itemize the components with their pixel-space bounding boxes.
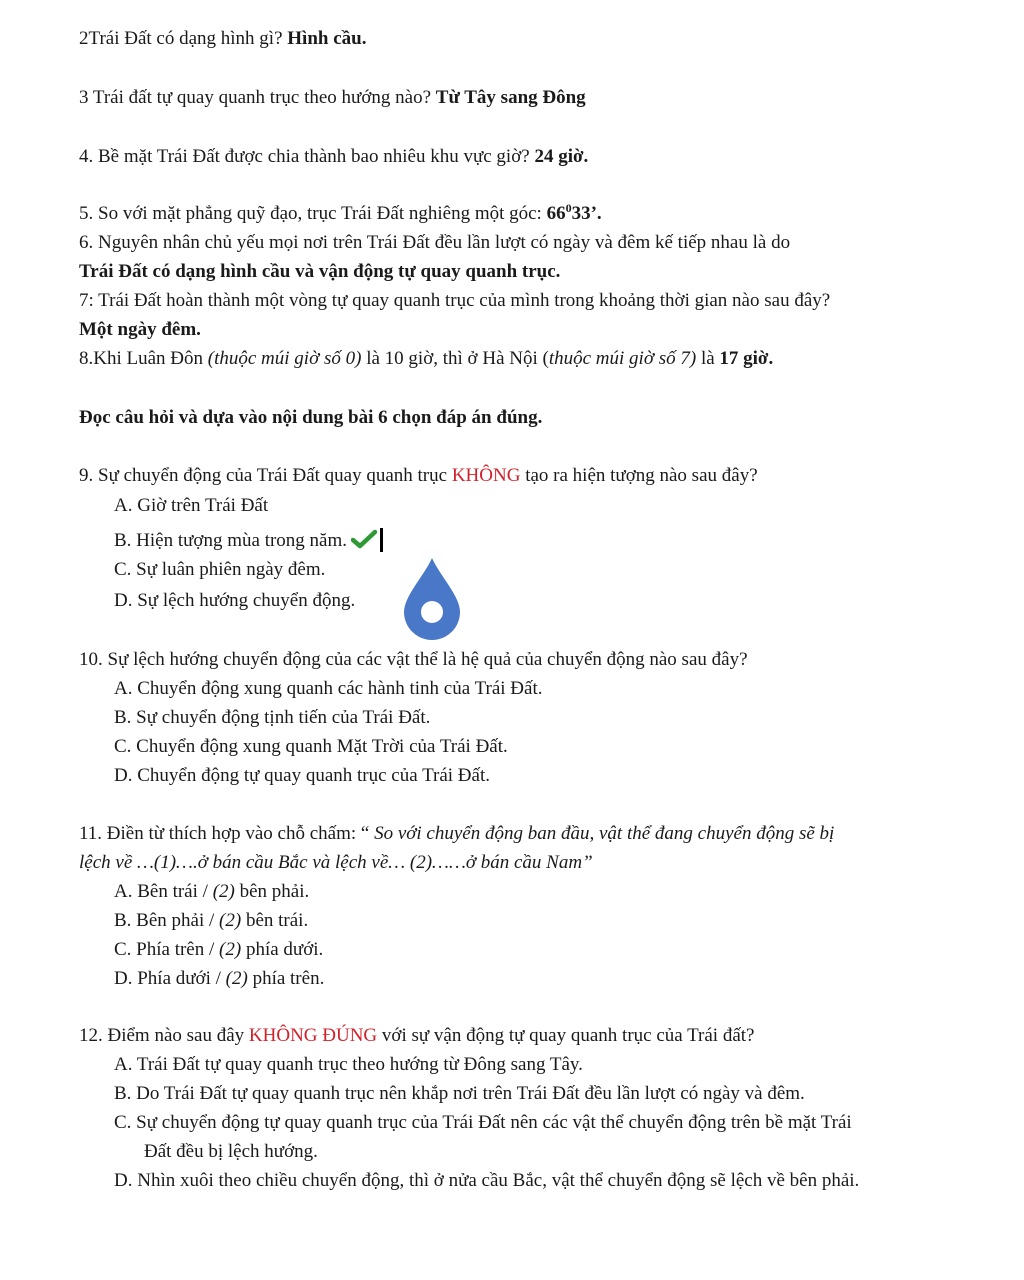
fact-q6-question: 6. Nguyên nhân chủ yếu mọi nơi trên Trái Đất đều lần lượt có ngày và đêm kế tiếp nhau là do — [79, 232, 791, 253]
q12-option-d[interactable]: D. Nhìn xuôi theo chiều chuyển động, thì ở nửa cầu Bắc, vật thể chuyển động sẽ lệch về bên phải. — [114, 1170, 860, 1191]
q9-option-a[interactable]: A. Giờ trên Trái Đất — [114, 495, 269, 516]
section-heading: Đọc câu hỏi và dựa vào nội dung bài 6 chọn đáp án đúng. — [79, 407, 543, 428]
fact-q8: 8.Khi Luân Đôn (thuộc múi giờ số 0) là 10 giờ, thì ở Hà Nội (thuộc múi giờ số 7) là 17 giờ. — [79, 348, 774, 369]
text-cursor — [380, 528, 383, 552]
q11-option-c[interactable]: C. Phía trên / (2) phía dưới. — [114, 939, 324, 960]
fact-q5-answer: $66^033$’. — [546, 201, 602, 224]
q10-option-a[interactable]: A. Chuyển động xung quanh các hành tinh của Trái Đất. — [114, 678, 543, 699]
fact-q2: 2Trái Đất có dạng hình gì? Hình cầu. — [79, 28, 367, 49]
q12-option-c[interactable]: C. Sự chuyển động tự quay quanh trục của Trái Đất nên các vật thể chuyển động trên bề mặt Trái — [114, 1112, 852, 1133]
selection-drop-handle-icon[interactable] — [402, 556, 462, 642]
question-9: 9. Sự chuyển động của Trái Đất quay quanh trục KHÔNG tạo ra hiện tượng nào sau đây? — [79, 465, 758, 486]
q11-option-b[interactable]: B. Bên phải / (2) bên trái. — [114, 910, 309, 931]
question-11: 11. Điền từ thích hợp vào chỗ chấm: “ So với chuyển động ban đầu, vật thể đang chuyển động sẽ bị — [79, 823, 835, 844]
fact-q4-answer: 24 giờ. — [534, 146, 589, 167]
q11-option-d[interactable]: D. Phía dưới / (2) phía trên. — [114, 968, 325, 989]
question-11-cont: lệch về …(1)….ở bán cầu Bắc và lệch về… (2)……ở bán cầu Nam” — [79, 852, 593, 873]
q12-option-b[interactable]: B. Do Trái Đất tự quay quanh trục nên khắp nơi trên Trái Đất đều lần lượt có ngày và đêm. — [114, 1083, 805, 1104]
q10-option-c[interactable]: C. Chuyển động xung quanh Mặt Trời của Trái Đất. — [114, 736, 508, 757]
fact-q2-answer: Hình cầu. — [287, 28, 367, 49]
q9-negation: KHÔNG — [451, 465, 521, 486]
q9-option-d[interactable]: D. Sự lệch hướng chuyển động. — [114, 590, 356, 611]
fact-q7-question: 7: Trái Đất hoàn thành một vòng tự quay quanh trục của mình trong khoảng thời gian nào sau đây? — [79, 290, 831, 311]
fact-q4: 4. Bề mặt Trái Đất được chia thành bao nhiêu khu vực giờ? 24 giờ. — [79, 146, 589, 167]
q9-option-c[interactable]: C. Sự luân phiên ngày đêm. — [114, 559, 326, 580]
question-10: 10. Sự lệch hướng chuyển động của các vật thể là hệ quả của chuyển động nào sau đây? — [79, 649, 748, 670]
q11-option-a[interactable]: A. Bên trái / (2) bên phải. — [114, 881, 310, 902]
q10-option-d[interactable]: D. Chuyển động tự quay quanh trục của Trái Đất. — [114, 765, 490, 786]
fact-q8-answer: 17 giờ. — [719, 348, 774, 369]
fact-q3: 3 Trái đất tự quay quanh trục theo hướng nào? Từ Tây sang Đông — [79, 87, 586, 108]
checkmark-icon — [351, 529, 377, 549]
q12-negation: KHÔNG ĐÚNG — [248, 1025, 378, 1046]
question-12: 12. Điểm nào sau đây KHÔNG ĐÚNG với sự vận động tự quay quanh trục của Trái đất? — [79, 1025, 755, 1046]
fact-q7-answer: Một ngày đêm. — [79, 319, 201, 340]
q10-option-b[interactable]: B. Sự chuyển động tịnh tiến của Trái Đất. — [114, 707, 431, 728]
q9-option-b[interactable]: B. Hiện tượng mùa trong năm. — [114, 528, 383, 553]
fact-q5: 5. So với mặt phẳng quỹ đạo, trục Trái Đất nghiêng một góc: $66^033$’. — [79, 201, 602, 224]
q12-option-c-cont[interactable]: Đất đều bị lệch hướng. — [144, 1141, 318, 1162]
q12-option-a[interactable]: A. Trái Đất tự quay quanh trục theo hướng từ Đông sang Tây. — [114, 1054, 583, 1075]
fact-q6-answer: Trái Đất có dạng hình cầu và vận động tự quay quanh trục. — [79, 261, 561, 282]
fact-q3-answer: Từ Tây sang Đông — [435, 87, 586, 108]
